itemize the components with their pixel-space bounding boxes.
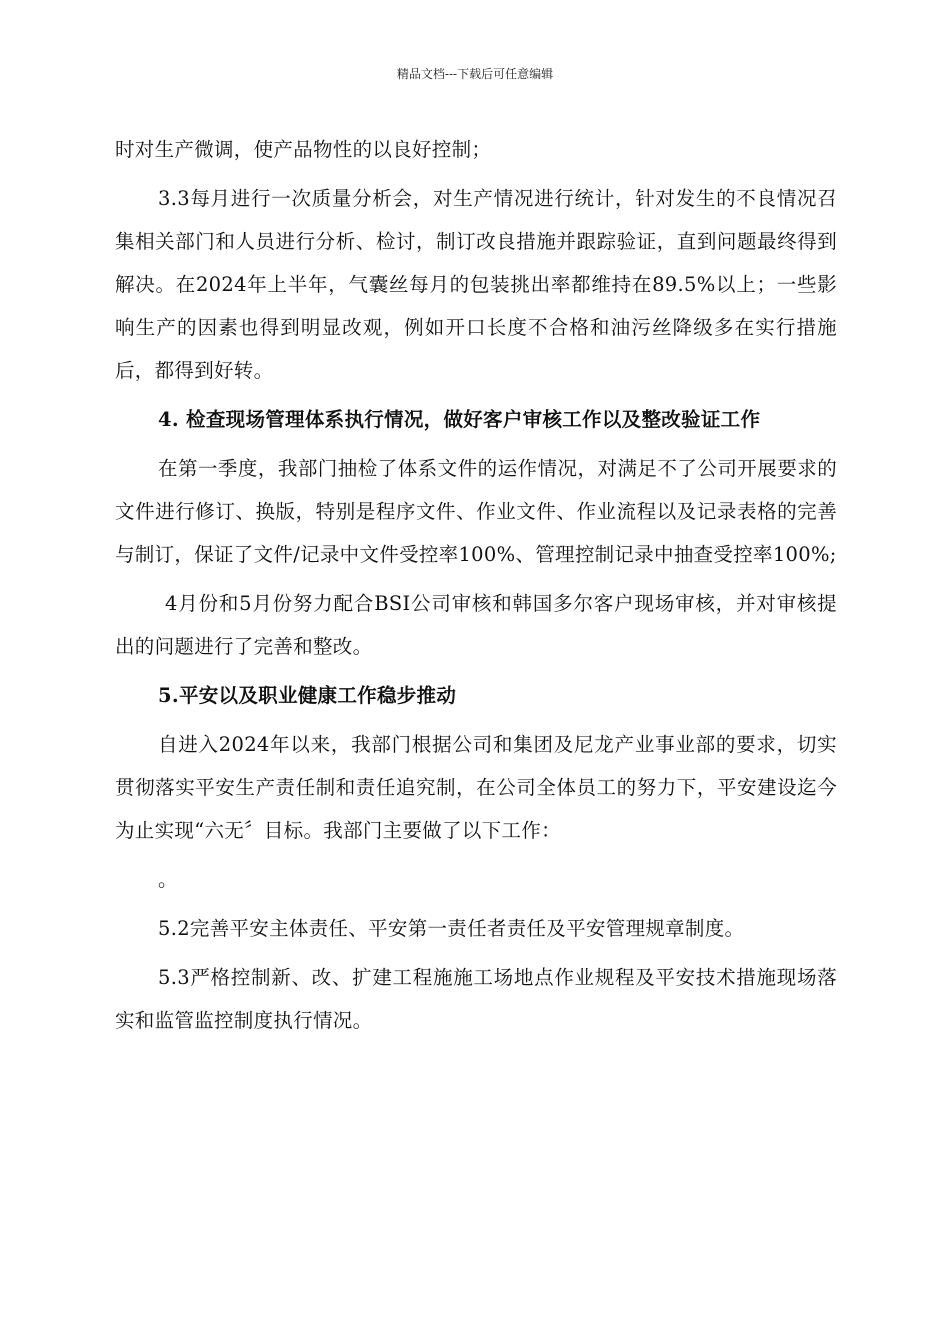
paragraph-audit: 4月份和5月份努力配合BSI公司审核和韩国多尔客户现场审核，并对审核提出的问题进行了完善和整改。 [115,592,837,658]
document-body [115,128,837,1042]
paragraph-continuation: 时对生产微调，使产品物性的以良好控制； [115,138,492,161]
paragraph-safety: 自进入2024年以来，我部门根据公司和集团及尼龙产业事业部的要求，切实贯彻落实平安生产责任制和责任追究制，在公司全体员工的努力下，平安建设迄今为止实现“六无〞目标。我部门主要做了以下工作： [115,733,837,842]
paragraph-5-2: 5.2完善平安主体责任、平安第一责任者责任及平安管理规章制度。 [158,917,745,940]
page-header: 精品文档---下载后可任意编辑 [396,67,554,81]
paragraph-first-quarter: 在第一季度，我部门抽检了体系文件的运作情况，对满足不了公司开展要求的文件进行修订、换版，特别是程序文件、作业文件、作业流程以及记录表格的完善与制订，保证了文件/记录中文件受控率100%、管理控制记录中抽查受控率100%; [115,457,837,566]
paragraph-3-3: 3.3每月进行一次质量分析会，对生产情况进行统计，针对发生的不良情况召集相关部门和人员进行分析、检讨，制订改良措施并跟踪验证，直到问题最终得到解决。在2024年上半年，气囊丝每月的包装挑出率都维持在89.5%以上；一些影响生产的因素也得到明显改观，例如开口长度不合格和油污丝降级多在实行措施后，都得到好转。 [115,187,837,382]
section-heading-5: 5.平安以及职业健康工作稳步推动 [158,684,457,707]
paragraph-5-3: 5.3严格控制新、改、扩建工程施施工场地点作业规程及平安技术措施现场落实和监管监控制度执行情况。 [115,966,837,1032]
section-heading-4: 4. 检查现场管理体系执行情况，做好客户审核工作以及整改验证工作 [158,408,761,431]
paragraph-empty-item: 。 [158,868,178,891]
